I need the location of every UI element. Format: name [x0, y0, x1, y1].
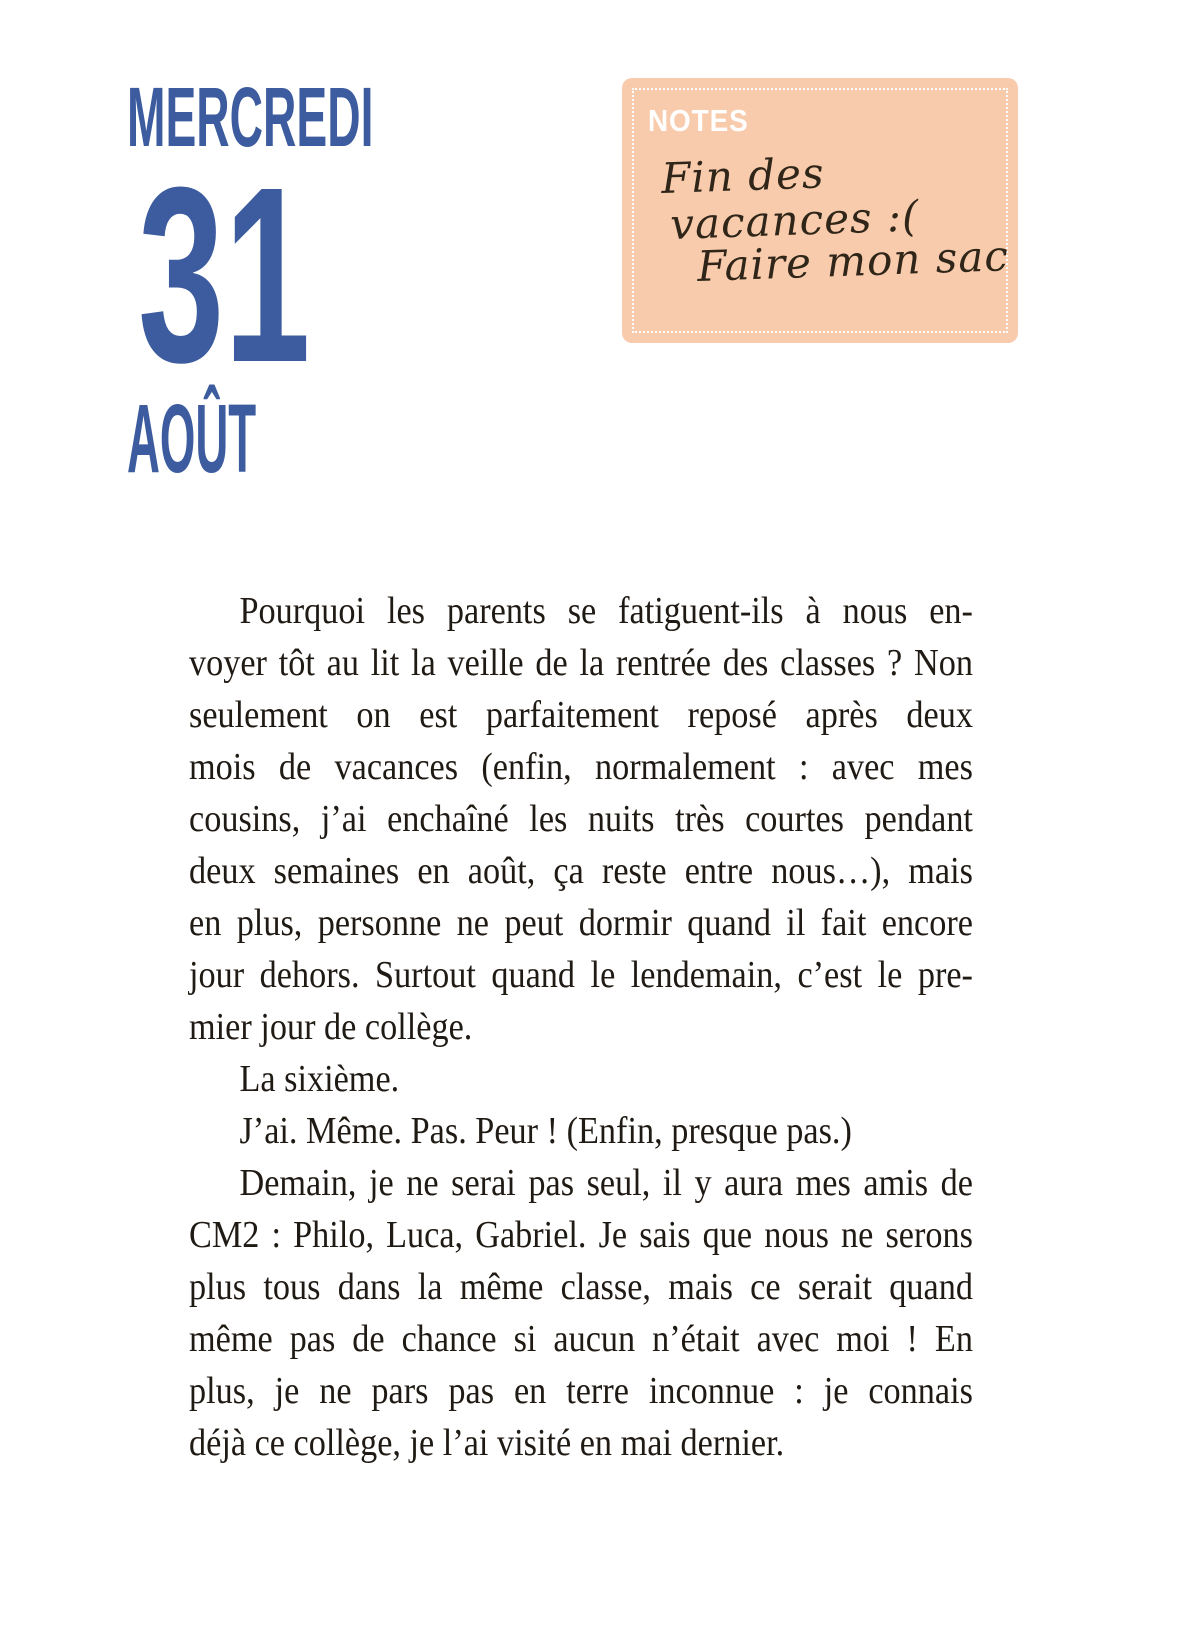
diary-entry	[189, 585, 973, 1469]
notes-title: NOTES	[648, 103, 749, 138]
body-line: en plus, personne ne peut dormir quand il fait encore	[189, 902, 973, 944]
note-handwriting-line: vacances :(	[669, 191, 921, 249]
body-line: voyer tôt au lit la veille de la rentrée des classes ? Non	[189, 642, 973, 684]
body-line: La sixième.	[239, 1058, 400, 1100]
body-line: même pas de chance si aucun n’était avec moi ! En	[189, 1318, 973, 1360]
body-line: jour dehors. Surtout quand le lendemain, c’est le pre-	[189, 954, 973, 996]
body-line: mois de vacances (enfin, normalement : avec mes	[189, 746, 973, 788]
diary-entry-text	[189, 585, 973, 1469]
note-handwriting-line: Faire mon sac	[696, 231, 1010, 291]
body-line: J’ai. Même. Pas. Peur ! (Enfin, presque pas.)	[239, 1110, 852, 1152]
body-line: cousins, j’ai enchaîné les nuits très courtes pendant	[189, 798, 973, 840]
notes-sticker	[622, 78, 1018, 343]
body-line: plus, je ne pars pas en terre inconnue : je connais	[189, 1370, 973, 1412]
body-line: mier jour de collège.	[189, 1006, 473, 1048]
body-line: Pourquoi les parents se fatiguent-ils à nous en-	[239, 590, 973, 632]
weekday-label: MERCREDI	[127, 70, 374, 164]
body-line: deux semaines en août, ça reste entre nous…), mais	[189, 850, 973, 892]
body-line: CM2 : Philo, Luca, Gabriel. Je sais que nous ne serons	[189, 1214, 973, 1256]
body-line: déjà ce collège, je l’ai visité en mai dernier.	[189, 1422, 785, 1464]
month-label: AOÛT	[127, 384, 257, 493]
body-line: seulement on est parfaitement reposé après deux	[189, 694, 973, 736]
day-number: 31	[138, 135, 311, 414]
body-line: plus tous dans la même classe, mais ce serait quand	[189, 1266, 973, 1308]
body-line: Demain, je ne serai pas seul, il y aura mes amis de	[239, 1162, 973, 1204]
note-handwriting-line: Fin des	[660, 148, 826, 203]
